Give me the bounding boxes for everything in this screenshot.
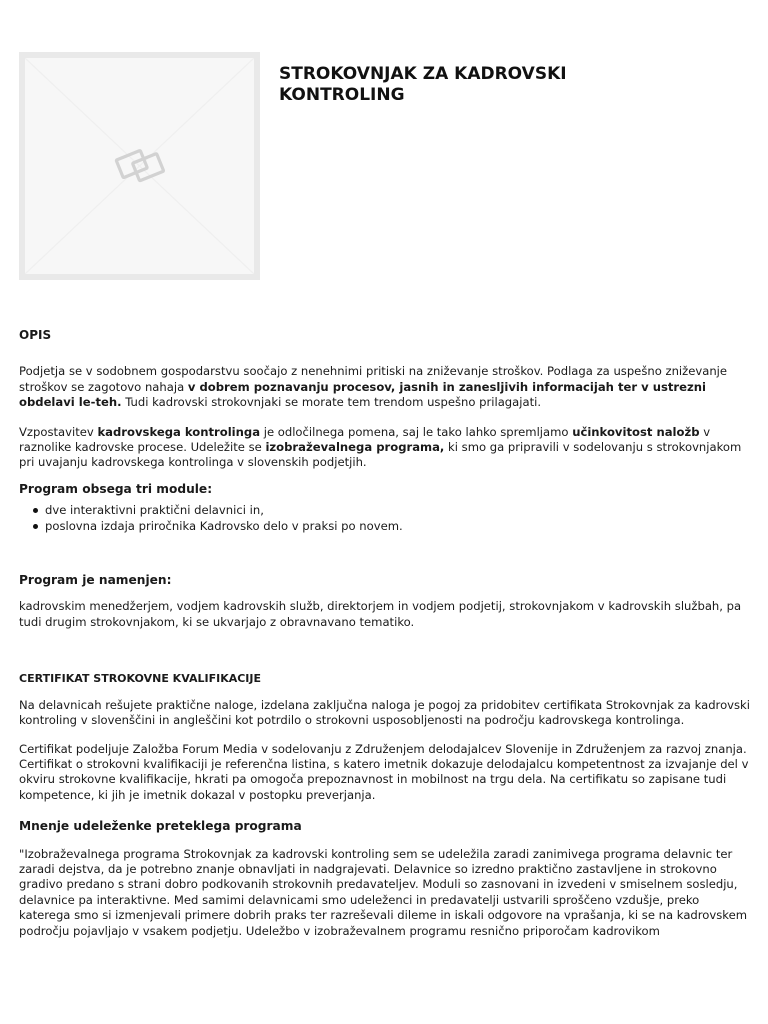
audience-heading: Program je namenjen: bbox=[19, 573, 172, 588]
intro-text: Podjetja se v sodobnem gospodarstvu soočajo z nenehnimi pritiski na zniževanje stroškov. Podlaga za uspešno zniževanje stroškov se zagotovo nahaja bbox=[19, 364, 728, 394]
p2-text-g: ki smo ga pripravili v sodelovanju s strokovnjakom pri uvajanju kadrovskega kontrolinga v slovenskih podjetjih. bbox=[19, 440, 742, 470]
section-heading-opis: OPIS bbox=[19, 328, 52, 342]
testimonial-text: "Izobraževalnega programa Strokovnjak za kadrovski kontroling sem se udeležila zaradi zanimivega programa delavnic ter zaradi dejstva, da je potrebno znanje obnavljati in nadgrajevati. Delavnice so izredno praktično zastavljene in strokovno gradivo predano s strani dobro podkovanih strokovnih predavateljev. Moduli so zasnovani in izvedeni v smiselnem sosledju, delavnice pa interaktivne. Med samimi delavnicami smo udeleženci in predavatelji ustvarili sproščeno vzdušje, preko katerega smo si izmenjevali primere dobrih praks ter razreševali dileme in iskali odgovore na vprašanja, ki se na kadrovskem področju pojavljajo v vsakem podjetju. Udeležbo v izobraževalnem programu resnično priporočam kadrovikom bbox=[19, 846, 748, 938]
p2-text-a: Vzpostavitev bbox=[19, 424, 98, 439]
intro-text-end: Tudi kadrovski strokovnjaki se morate tem trendom uspešno prilagajati. bbox=[121, 395, 542, 410]
modules-list bbox=[19, 503, 751, 534]
testimonial-heading: Mnenje udeleženke preteklega programa bbox=[19, 819, 302, 834]
intro-paragraph-2 bbox=[19, 425, 751, 471]
title-line-2: KONTROLING bbox=[279, 85, 405, 105]
p2-text-c: je odločilnega pomena, saj le tako lahko spremljamo bbox=[260, 424, 573, 439]
intro-paragraph-1 bbox=[19, 364, 751, 410]
certificate-heading: CERTIFIKAT STROKOVNE KVALIFIKACIJE bbox=[19, 672, 261, 686]
list-item: dve interaktivni praktični delavnici in, bbox=[45, 503, 751, 518]
document-body bbox=[19, 328, 751, 939]
list-item: poslovna izdaja priročnika Kadrovsko delo v praksi po novem. bbox=[45, 519, 751, 534]
broken-image-icon bbox=[25, 58, 254, 274]
p2-bold-f: izobraževalnega programa, bbox=[265, 440, 445, 455]
document-thumbnail bbox=[19, 52, 260, 280]
modules-heading: Program obsega tri module: bbox=[19, 481, 213, 496]
p2-bold-b: kadrovskega kontrolinga bbox=[97, 424, 261, 439]
audience-text: kadrovskim menedžerjem, vodjem kadrovskih služb, direktorjem in vodjem podjetij, strokovnjakom v kadrovskih službah, pa tudi drugim strokovnjakom, ki se ukvarjajo z obravnavano tematiko. bbox=[19, 599, 742, 629]
certificate-paragraph-1: Na delavnicah rešujete praktične naloge, izdelana zaključna naloga je pogoj za pridobitev certifikata Strokovnjak za kadrovski kontroling v slovenščini in angleščini kot potrdilo o strokovni usposobljenosti na področju kadrovskega kontrolinga. bbox=[19, 697, 750, 728]
title-line-1: STROKOVNJAK ZA KADROVSKI bbox=[279, 64, 567, 84]
document-title bbox=[279, 64, 739, 106]
certificate-paragraph-2: Certifikat podeljuje Založba Forum Media v sodelovanju z Združenjem delodajalcev Slovenije in Združenjem za razvoj znanja. Certifikat o strokovni kvalifikaciji je referenčna listina, s katero imetnik dokazuje delodajalcu kompetentnost za izvajanje del v okviru strokovne kvalifikacije, hkrati pa omogoča prepoznavnost in mobilnost na trgu dela. Na certifikatu so zapisane tudi kompetence, ki jih je imetnik dokazal v postopku preverjanja. bbox=[19, 741, 749, 802]
p2-text-e: v raznolike kadrovske procese. Udeležite se bbox=[19, 424, 711, 455]
p2-bold-d: učinkovitost naložb bbox=[572, 424, 700, 439]
intro-emphasis: v dobrem poznavanju procesov, jasnih in zanesljivih informacijah ter v ustrezni obdelavi le-teh. bbox=[19, 379, 706, 410]
thumbnail-placeholder bbox=[25, 58, 254, 274]
